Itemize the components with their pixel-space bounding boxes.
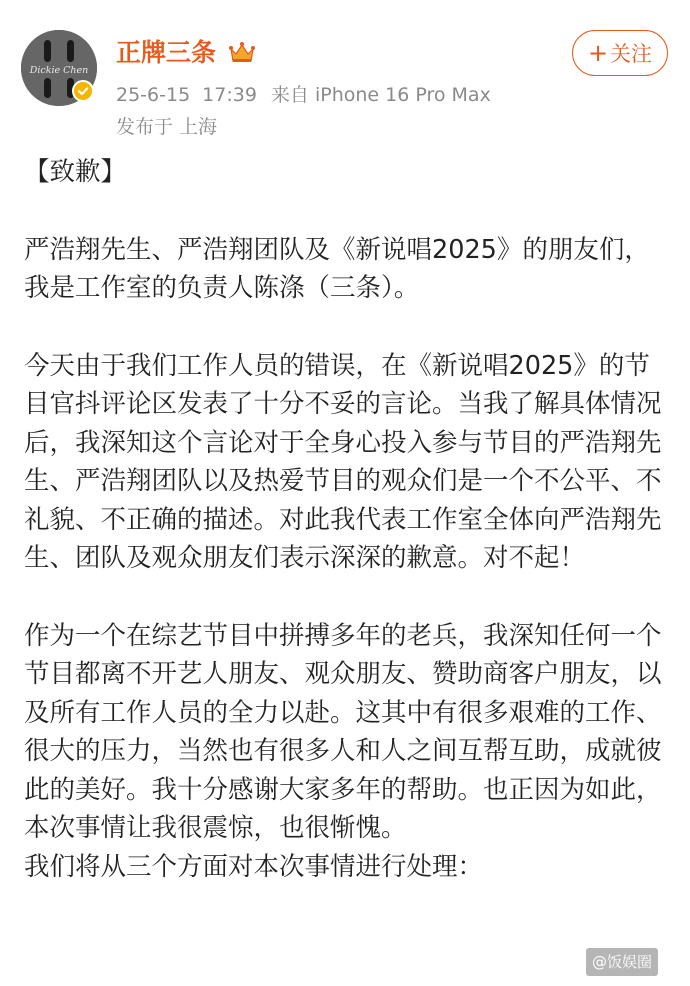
post-time: 17:39 <box>202 84 257 106</box>
follow-button[interactable] <box>572 30 668 76</box>
verified-badge-icon <box>72 80 94 102</box>
plus-icon: + <box>587 39 609 67</box>
crown-icon <box>228 41 256 65</box>
post-content <box>24 153 670 886</box>
post-date: 25-6-15 <box>116 84 191 106</box>
post-paragraph-4: 我们将从三个方面对本次事情进行处理： <box>24 851 484 882</box>
post-location: 发布于 上海 <box>116 116 218 138</box>
post-paragraph-3: 作为一个在综艺节目中拼搏多年的老兵，我深知任何一个节目都离不开艺人朋友、观众朋友、赞助商客户朋友，以及所有工作人员的全力以赴。这其中有很多艰难的工作、很大的压力，当然也有很多人和人之间互帮互助，成就彼此的美好。我十分感谢大家多年的帮助。也正因为如此，本次事情让我很震惊，也很惭愧。 <box>24 620 662 843</box>
post-paragraph-1: 严浩翔先生、严浩翔团队及《新说唱2025》的朋友们，我是工作室的负责人陈涤（三条）。 <box>24 234 650 303</box>
watermark: @饭娱圈 <box>586 948 658 976</box>
username[interactable]: 正牌三条 <box>116 38 217 67</box>
post-meta <box>116 82 491 108</box>
post-paragraph-2: 今天由于我们工作人员的错误，在《新说唱2025》的节目官抖评论区发表了十分不妥的言论。当我了解具体情况后，我深知这个言论对于全身心投入参与节目的严浩翔先生、严浩翔团队以及热爱节目的观众们是一个不公平、不礼貌、不正确的描述。对此我代表工作室全体向严浩翔先生、团队及观众朋友们表示深深的歉意。对不起！ <box>24 350 662 573</box>
post-title: 【致歉】 <box>24 157 127 187</box>
post-header <box>0 0 690 150</box>
follow-label: 关注 <box>610 42 653 66</box>
avatar-text: Dickie Chen <box>29 65 89 76</box>
post-source: 来自 iPhone 16 Pro Max <box>270 84 491 106</box>
